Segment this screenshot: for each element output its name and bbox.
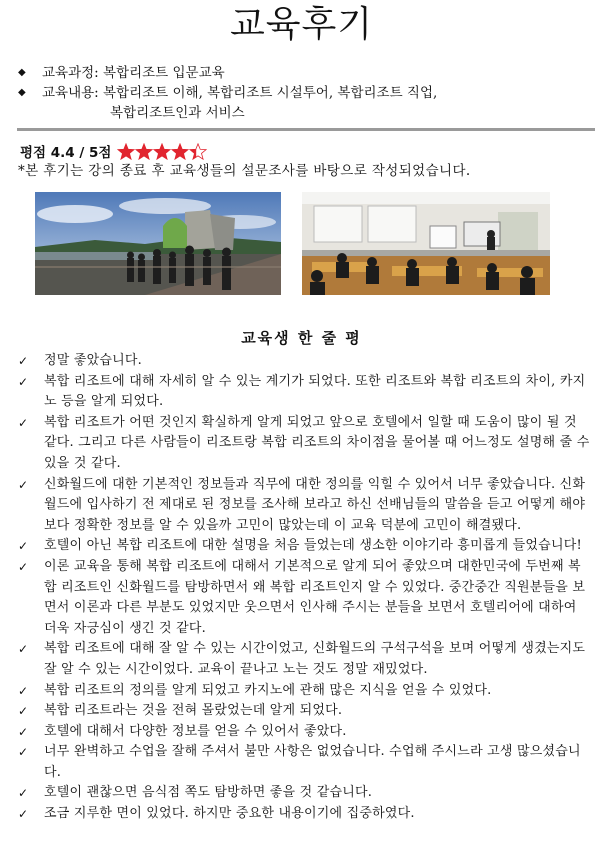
rating-label: 평점 4.4 / 5점 xyxy=(20,145,112,161)
check-icon: ✓ xyxy=(18,415,29,430)
review-text: 호텔이 아닌 복합 리조트에 대한 설명을 처음 들었는데 생소한 이야기라 흥미롭게 들었습니다! xyxy=(44,538,582,554)
review-text: 정말 좋았습니다. xyxy=(44,353,142,368)
list-item xyxy=(18,681,590,702)
check-icon: ✓ xyxy=(18,745,29,760)
diamond-bullet-icon: ◆ xyxy=(18,67,26,78)
star-icon xyxy=(189,143,207,160)
review-text: 복합 리조트가 어떤 것인지 확실하게 알게 되었고 앞으로 호텔에서 일할 때 도움이 많이 될 것 같다. 그리고 다른 사람들이 리조트랑 복합 리조트의 차이점을 물어볼 때 어느정도 설명해 줄 수 있을 것 같다. xyxy=(44,414,590,471)
list-item xyxy=(18,639,590,680)
survey-note: *본 후기는 강의 종료 후 교육생들의 설문조사를 바탕으로 작성되었습니다. xyxy=(18,163,471,179)
classroom-photo xyxy=(302,192,550,295)
list-item xyxy=(18,536,590,557)
check-icon: ✓ xyxy=(18,539,29,554)
list-item xyxy=(18,783,590,804)
course-name: 교육과정: 복합리조트 입문교육 xyxy=(42,65,225,81)
list-item xyxy=(18,804,590,825)
rating xyxy=(20,141,207,161)
star-icon xyxy=(117,143,135,160)
review-list xyxy=(18,351,590,825)
review-text: 조금 지루한 면이 있었다. 하지만 중요한 내용이기에 집중하였다. xyxy=(44,806,415,822)
list-item xyxy=(18,557,590,639)
course-content-continued: 복합리조트인과 서비스 xyxy=(110,105,245,121)
check-icon: ✓ xyxy=(18,704,29,719)
list-item xyxy=(18,351,590,372)
course-name-row xyxy=(18,63,588,83)
check-icon: ✓ xyxy=(18,642,29,657)
divider xyxy=(17,128,595,131)
course-content: 교육내용: 복합리조트 이해, 복합리조트 시설투어, 복합리조트 직업, xyxy=(42,85,438,101)
review-text: 이론 교육을 통해 복합 리조트에 대해서 기본적으로 알게 되어 좋았으며 대한민국에 두번째 복합 리조트인 신화월드를 탐방하면서 왜 복합 리조트인지 알 수 있었다. 중간중간 직원분들을 보면서 이론과 다른 부분도 있었지만 웃으면서 인사해 주시는 분들을 보면서 호텔리어에 대하여 더욱 자긍심이 생긴 것 같다. xyxy=(44,558,586,636)
list-item xyxy=(18,722,590,743)
review-text: 복합 리조트라는 것을 전혀 몰랐었는데 알게 되었다. xyxy=(44,703,343,719)
page-title: 교육후기 xyxy=(229,4,374,45)
check-icon: ✓ xyxy=(18,724,29,739)
review-text: 복합 리조트에 대해 자세히 알 수 있는 계기가 되었다. 또한 리조트와 복합 리조트의 차이, 카지노 등을 알게 되었다. xyxy=(44,373,586,410)
diamond-bullet-icon: ◆ xyxy=(18,87,26,98)
check-icon: ✓ xyxy=(18,374,29,389)
list-item xyxy=(18,742,590,783)
check-icon: ✓ xyxy=(18,807,29,822)
list-item xyxy=(18,475,590,537)
list-item xyxy=(18,372,590,413)
tour-photo xyxy=(35,192,281,295)
list-item xyxy=(18,701,590,722)
review-text: 복합 리조트에 대해 잘 알 수 있는 시간이었고, 신화월드의 구석구석을 보며 어떻게 생겼는지도 잘 알 수 있는 시간이었다. 교육이 끝나고 노는 것도 정말 재밌었다. xyxy=(44,641,586,677)
course-info xyxy=(18,63,588,123)
review-text: 호텔에 대해서 다양한 정보를 얻을 수 있어서 좋았다. xyxy=(44,723,347,739)
star-icon xyxy=(153,143,171,160)
check-icon: ✓ xyxy=(18,477,29,492)
course-content-row xyxy=(18,83,588,103)
check-icon: ✓ xyxy=(18,683,29,698)
review-text: 호텔이 괜찮으면 음식점 쪽도 탐방하면 좋을 것 같습니다. xyxy=(44,785,373,801)
list-item xyxy=(18,413,590,475)
review-text: 복합 리조트의 정의를 알게 되었고 카지노에 관해 많은 지식을 얻을 수 있었다. xyxy=(44,682,492,698)
review-text: 신화월드에 대한 기본적인 정보들과 직무에 대한 정의를 익힐 수 있어서 너무 좋았습니다. 신화월드에 입사하기 전 제대로 된 정보를 조사해 보라고 하신 선배님들의 말씀을 듣고 어떻게 해야 보다 정확한 정보를 알 수 있을까 고민이 많았는데 이 교육 덕분에 고민이 해결됐다. xyxy=(44,476,586,533)
check-icon: ✓ xyxy=(18,786,29,801)
check-icon: ✓ xyxy=(18,559,29,574)
section-title: 교육생 한 줄 평 xyxy=(241,329,362,347)
check-icon: ✓ xyxy=(18,354,29,368)
star-icon xyxy=(171,143,189,160)
review-text: 너무 완벽하고 수업을 잘해 주셔서 불만 사항은 없었습니다. 수업해 주시느라 고생 많으셨습니다. xyxy=(44,744,581,780)
star-icon xyxy=(135,143,153,160)
rating-stars xyxy=(117,143,207,160)
